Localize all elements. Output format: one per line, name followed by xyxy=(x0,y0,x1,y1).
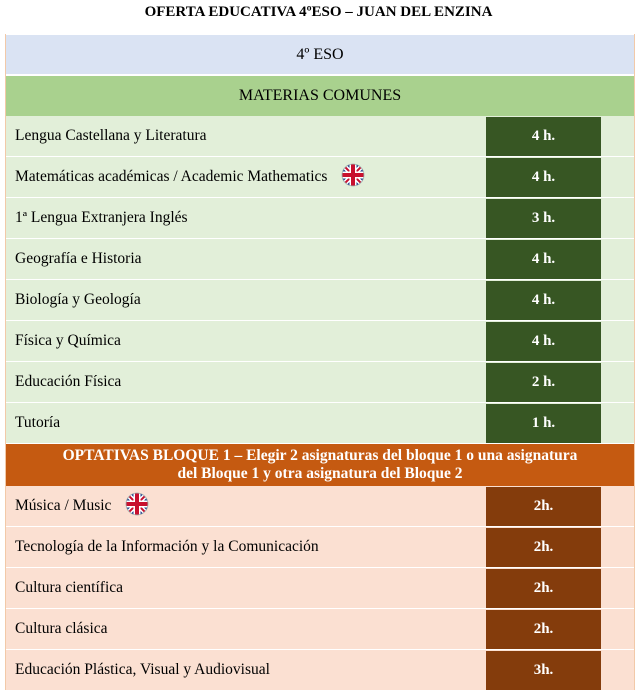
uk-flag-icon xyxy=(125,492,149,516)
subject-row xyxy=(6,650,634,691)
subject-row xyxy=(6,198,634,239)
subject-hours: 1 h. xyxy=(486,404,601,443)
subject-hours: 4 h. xyxy=(486,240,601,279)
subject-name: Música / Music xyxy=(15,497,112,514)
subject-name: Educación Plástica, Visual y Audiovisual xyxy=(15,661,270,678)
subject-row xyxy=(6,403,634,444)
subject-name: Cultura clásica xyxy=(15,620,108,637)
subject-row xyxy=(6,609,634,650)
subject-hours: 4 h. xyxy=(486,117,601,156)
subject-row xyxy=(6,116,634,157)
uk-flag-icon xyxy=(341,163,365,187)
subject-row xyxy=(6,486,634,527)
subject-label-wrap xyxy=(15,157,365,197)
subject-name: Física y Química xyxy=(15,332,121,349)
course-header: 4º ESO xyxy=(6,35,634,75)
page-title: OFERTA EDUCATIVA 4ºESO – JUAN DEL ENZINA xyxy=(144,4,493,20)
optativas-heading-line1: OPTATIVAS BLOQUE 1 – Elegir 2 asignaturas del bloque 1 o una asignatura xyxy=(62,447,578,464)
subject-row xyxy=(6,568,634,609)
subject-name: Geografía e Historia xyxy=(15,250,142,267)
subject-row xyxy=(6,321,634,362)
subject-name: Lengua Castellana y Literatura xyxy=(15,127,207,144)
subject-hours: 2h. xyxy=(486,487,601,526)
subject-row xyxy=(6,362,634,403)
subject-hours: 2h. xyxy=(486,610,601,649)
subject-row xyxy=(6,239,634,280)
subject-hours: 2h. xyxy=(486,528,601,567)
subject-hours: 4 h. xyxy=(486,322,601,361)
subject-row xyxy=(6,157,634,198)
subject-name: Biología y Geología xyxy=(15,291,141,308)
optativas-heading-line2: del Bloque 1 y otra asignatura del Bloque 2 xyxy=(177,465,463,482)
subject-row xyxy=(6,280,634,321)
subject-name: Tutoría xyxy=(15,414,61,431)
subject-name: 1ª Lengua Extranjera Inglés xyxy=(15,209,188,226)
subject-name: Cultura científica xyxy=(15,579,124,596)
subject-row xyxy=(6,527,634,568)
subject-hours: 2 h. xyxy=(486,363,601,402)
comunes-heading: MATERIAS COMUNES xyxy=(6,76,634,116)
subject-hours: 3h. xyxy=(486,651,601,690)
optativas-heading xyxy=(6,444,634,486)
subject-hours: 2h. xyxy=(486,569,601,608)
subject-name: Tecnología de la Información y la Comunicación xyxy=(15,538,319,555)
subject-label-wrap xyxy=(15,486,149,526)
subject-name: Matemáticas académicas / Academic Mathematics xyxy=(15,168,328,185)
subject-name: Educación Física xyxy=(15,373,122,390)
subject-hours: 4 h. xyxy=(486,158,601,197)
subject-hours: 4 h. xyxy=(486,281,601,320)
subject-hours: 3 h. xyxy=(486,199,601,238)
